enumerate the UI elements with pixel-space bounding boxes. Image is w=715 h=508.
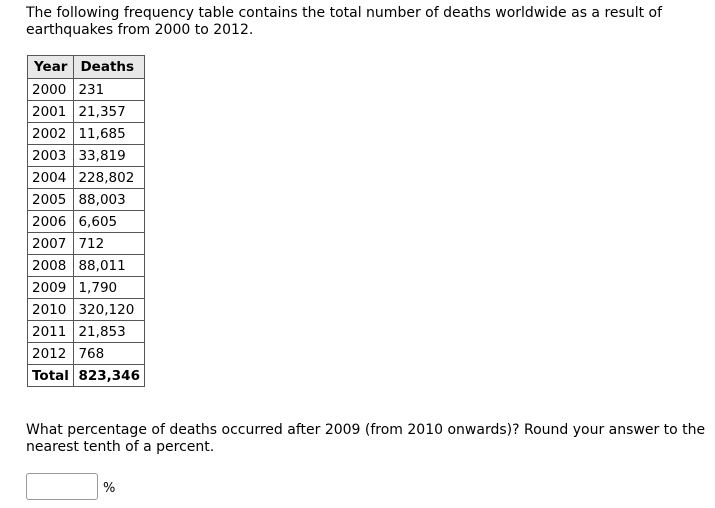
year-cell: 2003 <box>28 145 74 167</box>
year-cell: 2002 <box>28 123 74 145</box>
column-header-deaths: Deaths <box>74 56 145 79</box>
table-row <box>28 145 145 167</box>
year-cell: 2012 <box>28 343 74 365</box>
table-row <box>28 233 145 255</box>
deaths-cell: 1,790 <box>74 277 145 299</box>
column-header-year: Year <box>28 56 74 79</box>
year-cell: 2011 <box>28 321 74 343</box>
year-cell: 2004 <box>28 167 74 189</box>
table-row <box>28 167 145 189</box>
answer-input[interactable] <box>26 473 98 500</box>
table-body <box>28 79 145 387</box>
deaths-cell: 231 <box>74 79 145 101</box>
year-cell: 2007 <box>28 233 74 255</box>
deaths-cell: 228,802 <box>74 167 145 189</box>
deaths-cell: 88,003 <box>74 189 145 211</box>
table-total-row <box>28 365 145 387</box>
year-cell: 2001 <box>28 101 74 123</box>
table-row <box>28 299 145 321</box>
question-text: What percentage of deaths occurred after 2009 (from 2010 onwards)? Round your answer to the nearest tenth of a percent. <box>26 422 706 455</box>
deaths-cell: 6,605 <box>74 211 145 233</box>
deaths-cell: 88,011 <box>74 255 145 277</box>
intro-text: The following frequency table contains the total number of deaths worldwide as a result of earthquakes from 2000 to 2012. <box>26 5 663 38</box>
table-row <box>28 277 145 299</box>
table-row <box>28 189 145 211</box>
year-cell: 2008 <box>28 255 74 277</box>
table-row <box>28 211 145 233</box>
deaths-cell: 33,819 <box>74 145 145 167</box>
deaths-cell: 712 <box>74 233 145 255</box>
year-cell: 2000 <box>28 79 74 101</box>
year-cell: 2005 <box>28 189 74 211</box>
year-cell: 2009 <box>28 277 74 299</box>
table-row <box>28 101 145 123</box>
frequency-table <box>27 55 145 387</box>
year-cell: 2010 <box>28 299 74 321</box>
deaths-cell: 21,853 <box>74 321 145 343</box>
answer-row <box>26 473 115 500</box>
total-label-cell: Total <box>28 365 74 387</box>
total-deaths-cell: 823,346 <box>74 365 145 387</box>
year-cell: 2006 <box>28 211 74 233</box>
percent-unit-label: % <box>103 481 116 496</box>
table-row <box>28 321 145 343</box>
deaths-cell: 768 <box>74 343 145 365</box>
table-row <box>28 79 145 101</box>
deaths-cell: 320,120 <box>74 299 145 321</box>
table-row <box>28 343 145 365</box>
deaths-cell: 21,357 <box>74 101 145 123</box>
table-row <box>28 255 145 277</box>
table-header-row <box>28 56 145 79</box>
deaths-cell: 11,685 <box>74 123 145 145</box>
table-row <box>28 123 145 145</box>
